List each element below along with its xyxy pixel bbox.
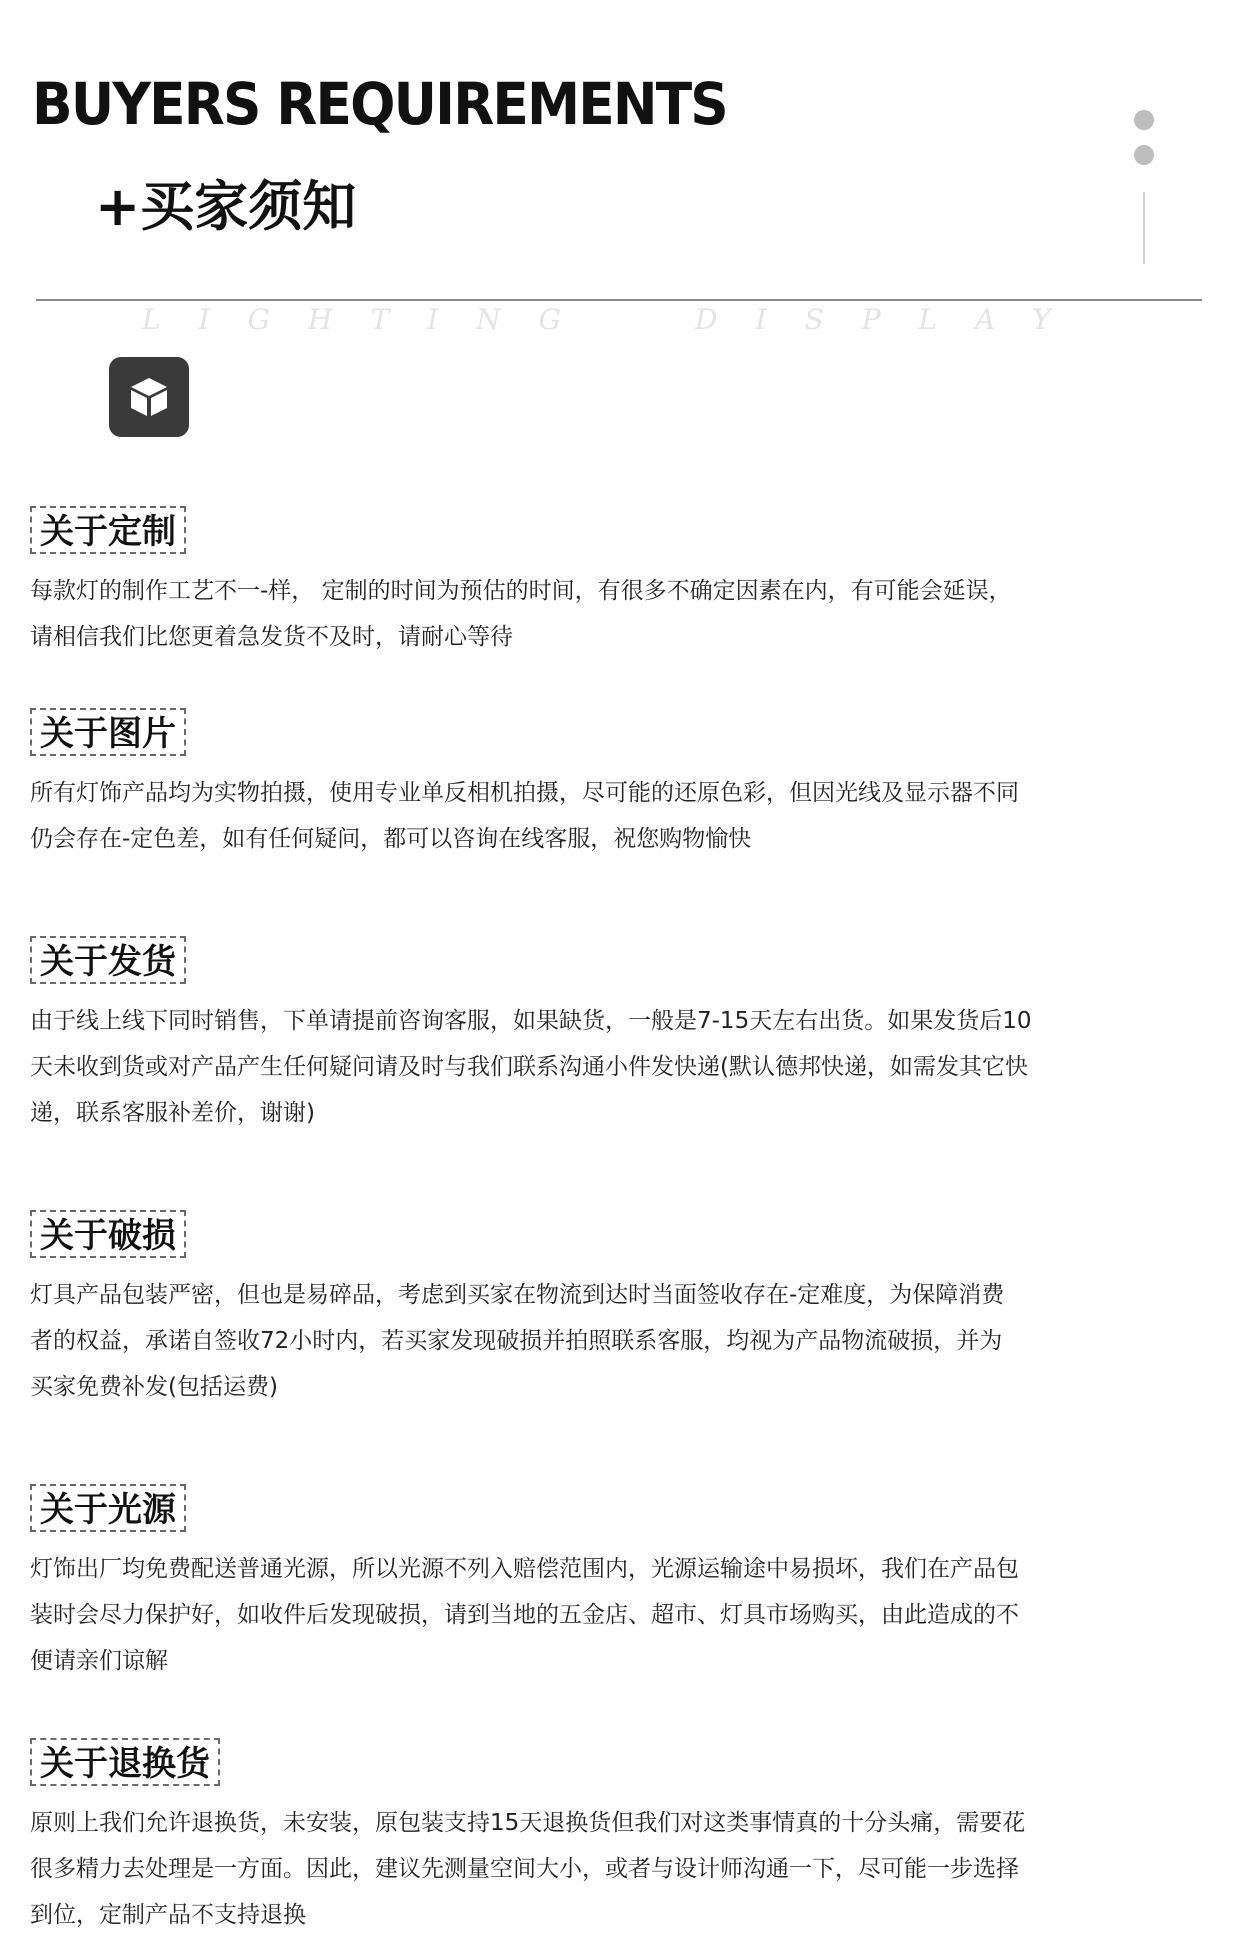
section-body: 每款灯的制作工艺不一-样， 定制的时间为预估的时间，有很多不确定因素在内，有可能会延误， 请相信我们比您更着急发货不及时，请耐心等待	[30, 578, 1012, 650]
decor-vertical-line	[1143, 192, 1145, 264]
section-heading: 关于退换货	[30, 1738, 220, 1786]
section-heading: 关于图片	[30, 708, 186, 756]
section-body: 所有灯饰产品均为实物拍摄，使用专业单反相机拍摄，尽可能的还原色彩，但因光线及显示器不同 仍会存在-定色差，如有任何疑问，都可以咨询在线客服，祝您购物愉快	[30, 780, 1019, 852]
decor-dot-top	[1134, 110, 1154, 130]
display-watermark: DISPLAY	[695, 303, 1089, 336]
lighting-watermark: LIGHTING	[142, 303, 600, 336]
section-body: 灯饰出厂均免费配送普通光源，所以光源不列入赔偿范围内，光源运输途中易损坏，我们在产品包 装时会尽力保护好，如收件后发现破损，请到当地的五金店、超市、灯具市场购买，由此造成的不 便请亲们谅解	[30, 1556, 1019, 1674]
section-damage	[30, 1210, 1210, 1410]
section-shipping	[30, 936, 1210, 1136]
header-divider	[36, 299, 1202, 301]
section-body: 灯具产品包装严密，但也是易碎品，考虑到买家在物流到达时当面签收存在-定难度，为保障消费 者的权益，承诺自签收72小时内，若买家发现破损并拍照联系客服，均视为产品物流破损，并为 买家免费补发(包括运费)	[30, 1282, 1005, 1400]
section-heading: 关于定制	[30, 506, 186, 554]
cube-icon	[125, 373, 173, 421]
section-returns	[30, 1738, 1210, 1938]
section-heading: 关于破损	[30, 1210, 186, 1258]
cube-tile	[109, 357, 189, 437]
section-pictures	[30, 708, 1210, 862]
decor-dot-bottom	[1134, 145, 1154, 165]
section-heading: 关于发货	[30, 936, 186, 984]
page-title: BUYERS REQUIREMENTS	[32, 70, 727, 138]
section-body: 由于线上线下同时销售，下单请提前咨询客服，如果缺货，一般是7-15天左右出货。如果发货后10 天未收到货或对产品产生任何疑问请及时与我们联系沟通小件发快递(默认德邦快递，如需发其它快 递，联系客服补差价，谢谢)	[30, 1008, 1032, 1126]
section-body: 原则上我们允许退换货，未安装，原包装支持15天退换货但我们对这类事情真的十分头痛，需要花 很多精力去处理是一方面。因此，建议先测量空间大小，或者与设计师沟通一下，尽可能一步选择 到位，定制产品不支持退换	[30, 1810, 1026, 1928]
section-customization	[30, 506, 1210, 660]
section-light-source	[30, 1484, 1210, 1684]
page-subtitle: +买家须知	[95, 175, 357, 238]
section-heading: 关于光源	[30, 1484, 186, 1532]
